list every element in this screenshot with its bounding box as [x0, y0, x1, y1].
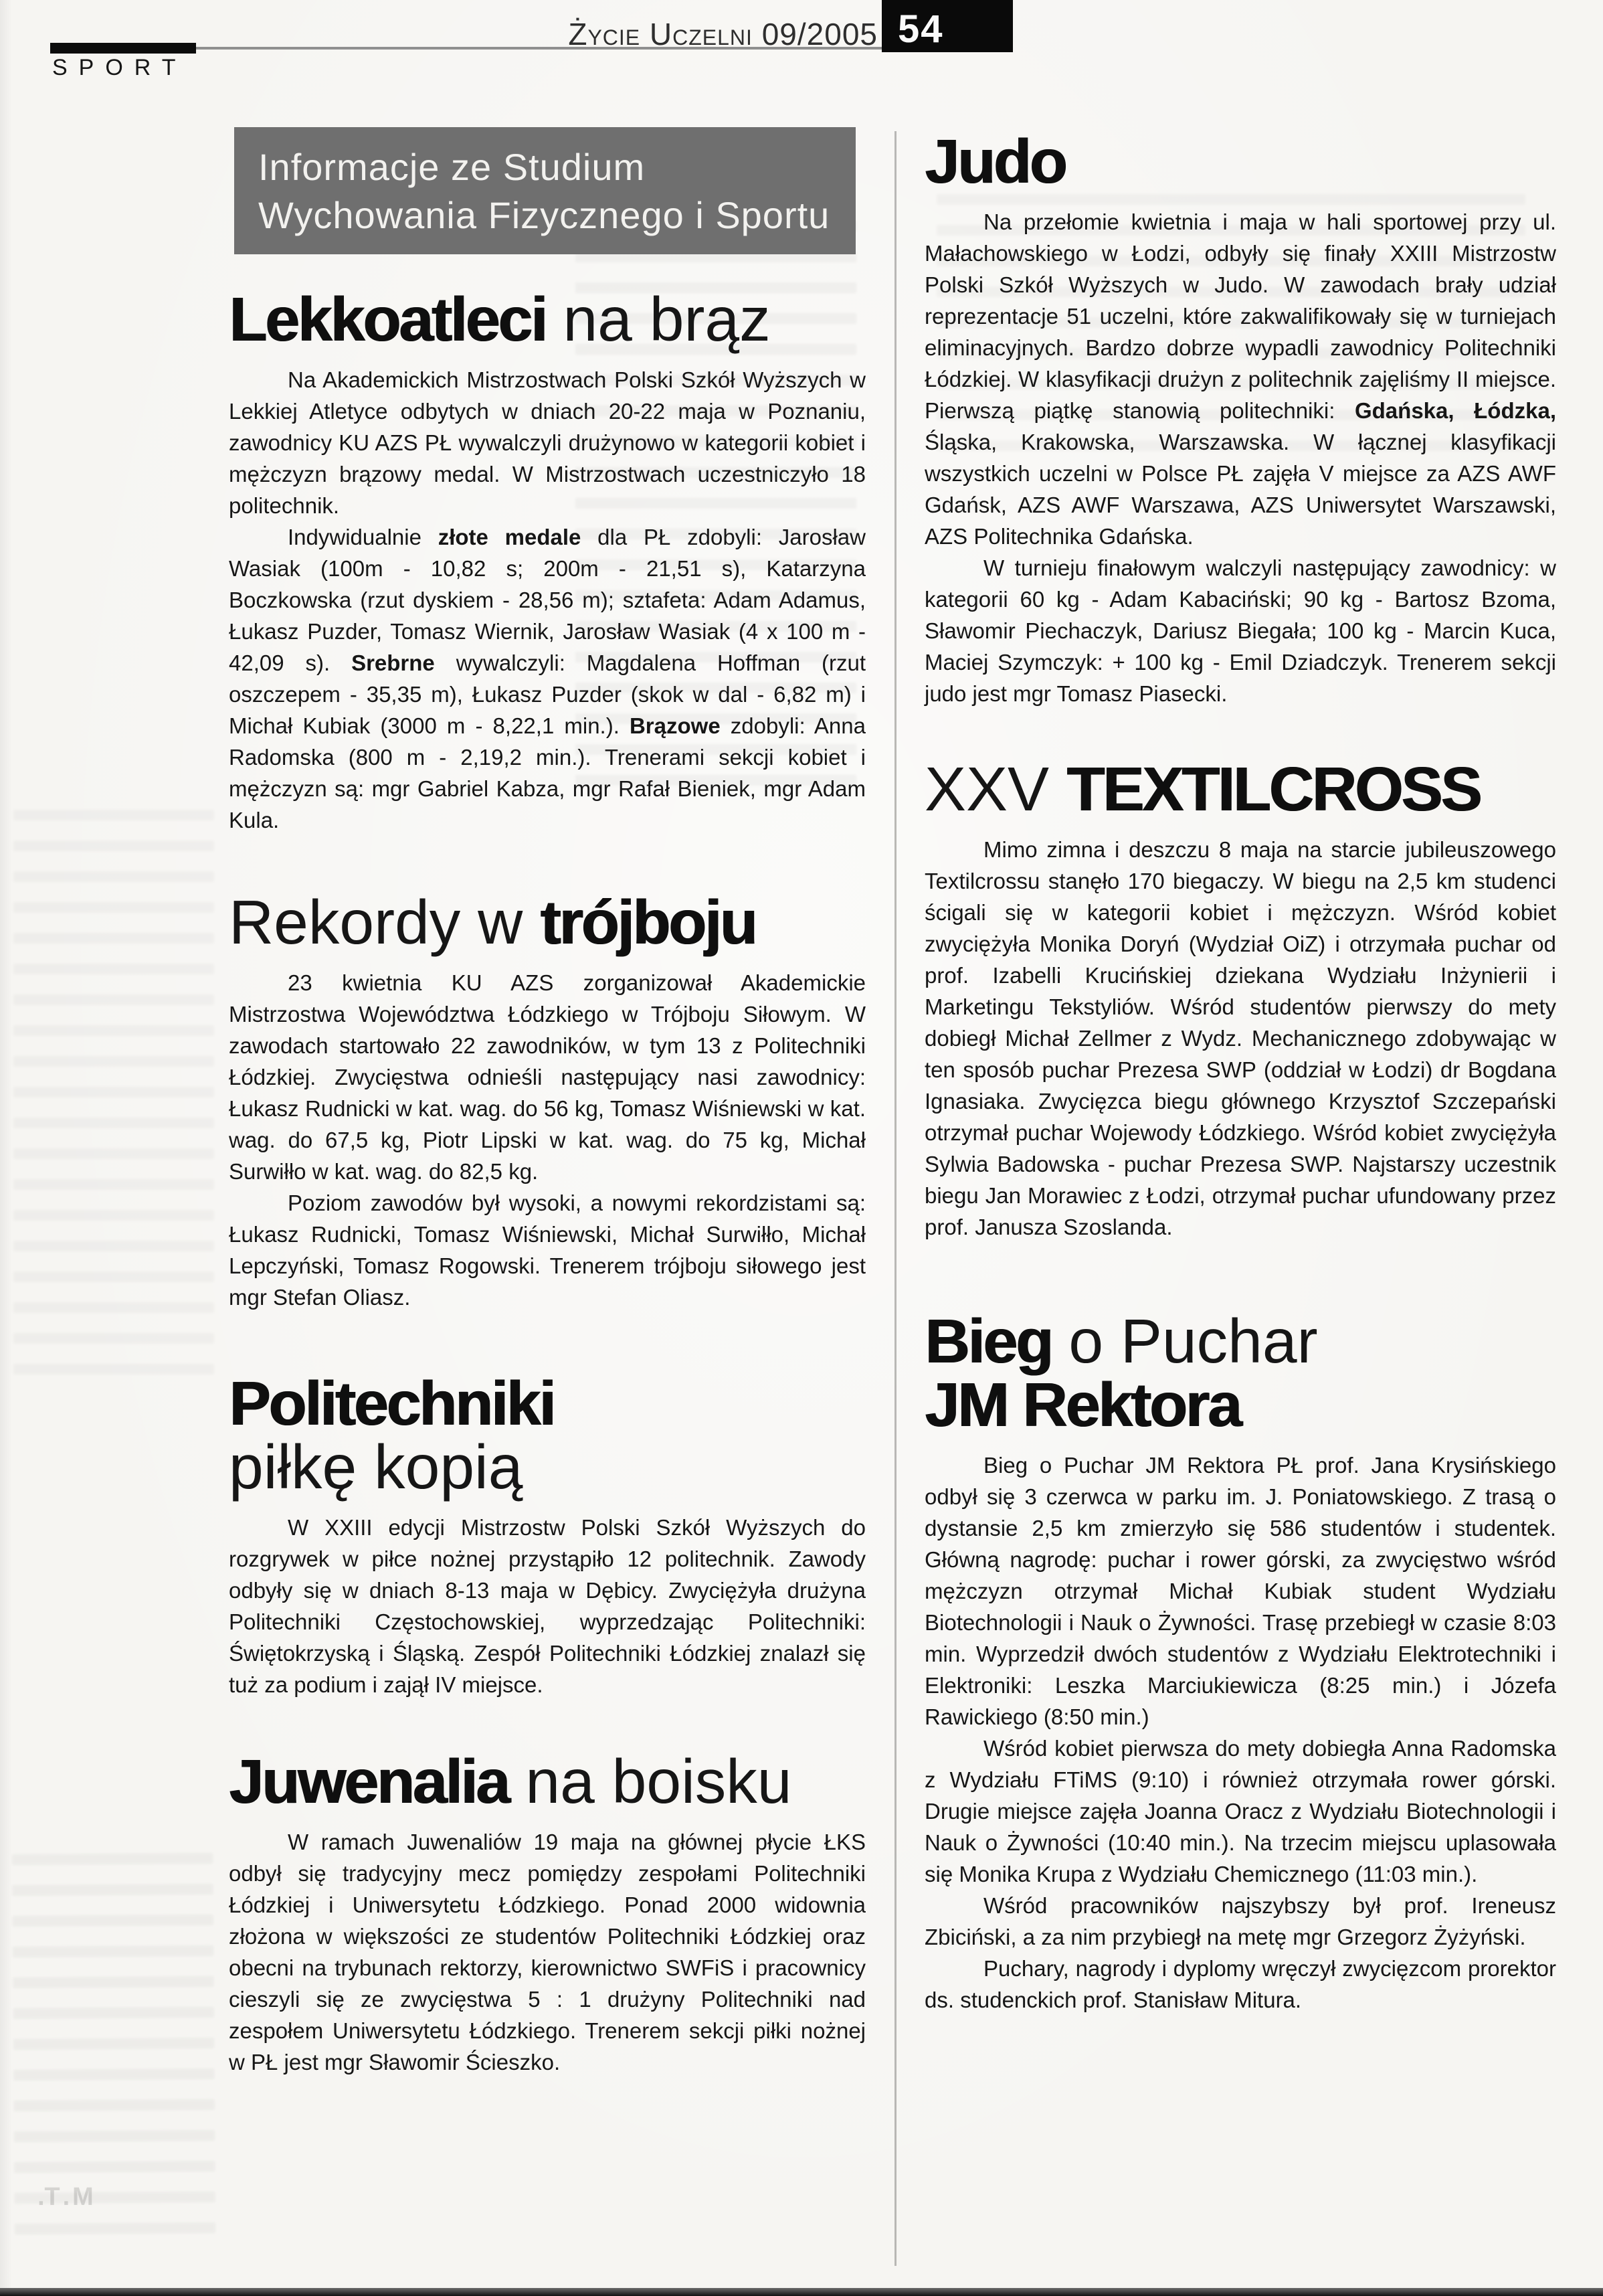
paragraph-run-bold: Brązowe [629, 713, 721, 738]
paragraph-run: Poziom zawodów był wysoki, a nowymi rekordzistami są: Łukasz Rudnicki, Tomasz Wiśniewski, Michał Surwiłło, Michał Lepczyński, Tomasz Rogowski. Trenerem trójboju siłowego jest mgr Stefan Oliasz. [229, 1190, 866, 1310]
paragraph-run: W ramach Juwenaliów 19 maja na głównej płycie ŁKS odbył się tradycyjny mecz pomiędzy zespołami Politechniki Łódzkiej i Uniwersytetu Łódzkiego. Ponad 2000 widownia złożona w większości ze studentów Politechniki Łódzkiej oraz obecni na trybunach rektorzy, kierownictwo SWFiS i pracownicy cieszyli się ze zwycięstwa 5 : 1 drużyny Politechniki nad zespołem Uniwersytetu Łódzkiego. Trenerem sekcji piłki nożnej w PŁ jest mgr Sławomir Ścieszko. [229, 1829, 866, 2074]
page-number: 54 [898, 7, 944, 51]
title-run-bold: trójboju [540, 887, 756, 957]
right-articles [925, 126, 1556, 2016]
bleed-through-artifact [13, 790, 214, 1392]
title-run-light: na brąz [545, 284, 771, 354]
article-paragraph [229, 1187, 866, 1313]
info-box [234, 127, 856, 254]
section-label: SPORT [52, 55, 187, 80]
article-title-judo [925, 126, 1556, 196]
paragraph-run: W turnieju finałowym walczyli następujący zawodnicy: w kategorii 60 kg - Adam Kabaciński; 90 kg - Bartosz Bzoma, Sławomir Piechaczyk, Dariusz Biegała; 100 kg - Marcin Kuca, Maciej Szymczyk: + 100 kg - Emil Dziadczyk. Trenerem sekcji judo jest mgr Tomasz Piasecki. [925, 555, 1556, 706]
title-run-bold: Bieg [925, 1306, 1052, 1376]
article-paragraph [925, 1890, 1556, 1953]
title-run-light: XXV [925, 754, 1066, 824]
article-title-rekordy [229, 887, 866, 957]
article-title-textilcross [925, 754, 1556, 824]
article-title-politechniki [229, 1368, 866, 1502]
article-paragraph [229, 364, 866, 521]
paragraph-run: Mimo zimna i deszczu 8 maja na starcie jubileuszowego Textilcrossu stanęło 170 biegaczy. W biegu na 2,5 km studenci ścigali się w kategorii kobiet i mężczyzn. Wśród kobiet zwyciężyła Monika Doryń (Wydział OiZ) i otrzymała puchar od prof. Izabelli Krucińskiej dziekana Wydziału Inżynierii i Marketingu Tekstyliów. Wśród studentów pierwszy do mety dobiegł Michał Zellmer z Wydz. Mechanicznego zdobywając w ten sposób puchar Prezesa SWP (oddział w Łodzi) dr Bogdana Ignasiaka. Zwycięzca biegu głównego Krzysztof Szczepański otrzymał puchar Wojewody Łódzkiego. Wśród kobiet zwyciężyła Sylwia Badowska - puchar Prezesa SWP. Najstarszy uczestnik biegu Jan Morawiec z Łodzi, otrzymał puchar ufundowany przez prof. Janusza Szoslanda. [925, 836, 1556, 1239]
title-run-bold: Juwenalia [229, 1747, 508, 1817]
title-run-bold: TEXTILCROSS [1066, 754, 1480, 824]
paragraph-run: Puchary, nagrody i dyplomy wręczył zwycięzcom prorektor ds. studenckich prof. Stanisław Mitura. [925, 1956, 1556, 2013]
article-paragraph [229, 1512, 866, 1700]
masthead-title: Życie Uczelni 09/2005 [568, 17, 878, 52]
article-title-bieg [925, 1306, 1556, 1440]
left-articles [229, 284, 866, 2078]
paragraph-run: Wśród kobiet pierwsza do mety dobiegła Anna Radomska z Wydziału FTiMS (9:10) i również otrzymała rower górski. Drugie miejsce zajęła Joanna Oracz z Wydziału Biotechnologii i Nauk o Żywności (10:40 min.). Na trzecim miejscu uplasowała się Monika Krupa z Wydziału Chemicznego (11:03 min.). [925, 1736, 1556, 1887]
article-paragraph [925, 206, 1556, 552]
section-marker-bar [50, 43, 196, 54]
title-run-bold: JM Rektora [925, 1370, 1240, 1440]
article-title-juwenalia [229, 1747, 866, 1817]
paragraph-run-bold: złote medale [438, 524, 581, 549]
article-paragraph [925, 552, 1556, 709]
paragraph-run: dla PŁ zdobyli: Jarosław Wasiak (100m - 10,82 s; 200m - 21,51 s), Katarzyna Boczkowska (rzut dyskiem - 28,56 m); sztafeta: Adam Adamus, Łukasz Puzder, Tomasz Wiernik, Jarosław Wasiak (4 x 100 m - 42,09 s). [229, 524, 866, 675]
title-run-bold: Politechniki [229, 1368, 554, 1438]
column-divider [894, 131, 897, 2266]
info-box-line2: Wychowania Fizycznego i Sportu [258, 194, 830, 236]
bottom-bar [0, 2288, 1603, 2296]
article-title-lekkoatleci [229, 284, 866, 354]
left-column [229, 127, 866, 2078]
title-run-bold: Lekkoatleci [229, 284, 546, 354]
title-run-light: na boisku [508, 1747, 792, 1817]
article-juwenalia [229, 1747, 866, 2078]
title-run-light: o Puchar [1051, 1306, 1318, 1376]
article-politechniki [229, 1368, 866, 1701]
paragraph-run-bold: Gdańska, Łódzka, [1354, 398, 1556, 423]
article-textilcross [925, 754, 1556, 1243]
paragraph-run: Na Akademickich Mistrzostwach Polski Szkół Wyższych w Lekkiej Atletyce odbytych w dniach 20-22 maja w Poznaniu, zawodnicy KU AZS PŁ wywalczyli drużynowo w kategorii kobiet i mężczyzn brązowy medal. W Mistrzostwach uczestniczyło 18 politechnik. [229, 367, 866, 518]
info-box-line1: Informacje ze Studium [258, 146, 646, 188]
paragraph-run: Indywidualnie [288, 524, 438, 549]
article-paragraph [925, 1733, 1556, 1890]
title-run-bold: Judo [925, 126, 1066, 196]
paragraph-run: Bieg o Puchar JM Rektora PŁ prof. Jana Krysińskiego odbył się 3 czerwca w parku im. J. Poniatowskiego. Z trasą o dystansie 2,5 km zmierzyło się 586 studentów i studentek. Główną nagrodę: puchar i rower górski, za zwycięstwo wśród mężczyzn otrzymał Michał Kubiak student Wydziału Biotechnologii i Nauk o Żywności. Trasę przebiegł w czasie 8:03 min. Wyprzedził dwóch studentów z Wydziału Elektrotechniki i Elektroniki: Leszka Marciukiewicza (8:25 min.) i Józefa Rawickiego (8:50 min.) [925, 1453, 1556, 1730]
article-rekordy [229, 887, 866, 1313]
paragraph-run: zdobyli: Anna Radomska (800 m - 2,19,2 min.). Trenerami sekcji kobiet i mężczyzn są: mgr Gabriel Kabza, mgr Rafał Bieniek, mgr Adam Kula. [229, 713, 866, 832]
paragraph-run: Wśród pracowników najszybszy był prof. Ireneusz Zbiciński, a za nim przybiegł na metę mgr Grzegorz Żyżyński. [925, 1893, 1556, 1950]
right-column [925, 127, 1556, 2016]
title-run-light: piłkę kopią [229, 1432, 523, 1502]
paragraph-run-bold: Srebrne [351, 650, 435, 675]
article-bieg [925, 1306, 1556, 2016]
title-run-light: Rekordy w [229, 887, 541, 957]
article-judo [925, 126, 1556, 709]
page-number-box [882, 0, 1013, 52]
article-paragraph [925, 1953, 1556, 2016]
article-paragraph [925, 1449, 1556, 1733]
paragraph-run: W XXIII edycji Mistrzostw Polski Szkół Wyższych do rozgrywek w piłce nożnej przystąpiło 12 politechnik. Zawody odbyły się w dniach 8-13 maja w Dębicy. Zwyciężyła drużyna Politechniki Częstochowskiej, wyprzedzając Politechniki: Świętokrzyską i Śląską. Zespół Politechniki Łódzkiej znalazł się tuż za podium i zajął IV miejsce. [229, 1515, 866, 1698]
paragraph-run: 23 kwietnia KU AZS zorganizował Akademickie Mistrzostwa Województwa Łódzkiego w Trójboju Siłowym. W zawodach startowało 22 zawodników, w tym 13 z Politechniki Łódzkiej. Zwycięstwa odnieśli następujący nasi zawodnicy: Łukasz Rudnicki w kat. wag. do 56 kg, Tomasz Wiśniewski w kat. wag. do 67,5 kg, Piotr Lipski w kat. wag. do 75 kg, Michał Surwiłło w kat. wag. do 82,5 kg. [229, 970, 866, 1184]
paragraph-run: wywalczyli: Magdalena Hoffman (rzut oszczepem - 35,35 m), Łukasz Puzder (skok w dal - 6,82 m) i Michał Kubiak (3000 m - 8,22,1 min.). [229, 650, 866, 738]
article-paragraph [229, 521, 866, 836]
article-paragraph [229, 967, 866, 1187]
article-paragraph [229, 1826, 866, 2078]
paragraph-run: Na przełomie kwietnia i maja w hali sportowej przy ul. Małachowskiego w Łodzi, odbyły się finały XXIII Mistrzostw Polski Szkół Wyższych w Judo. W zawodach brały udział reprezentacje 51 uczelni, które zakwalifikowały się w turniejach eliminacyjnych. Bardzo dobrze wypadli zawodnicy Politechniki Łódzkiej. W klasyfikacji drużyn z politechnik zajęliśmy II miejsce. Pierwszą piątkę stanowią politechniki: [925, 209, 1556, 423]
footer-bleed-mark: M.T. [35, 2183, 94, 2211]
article-paragraph [925, 834, 1556, 1243]
paragraph-run: Śląska, Krakowska, Warszawska. W łącznej klasyfikacji wszystkich uczelni w Polsce PŁ zajęła V miejsce za AZS AWF Gdańsk, AZS AWF Warszawa, AZS Uniwersytet Warszawski, AZS Politechnika Gdańska. [925, 429, 1556, 549]
article-lekkoatleci [229, 284, 866, 836]
